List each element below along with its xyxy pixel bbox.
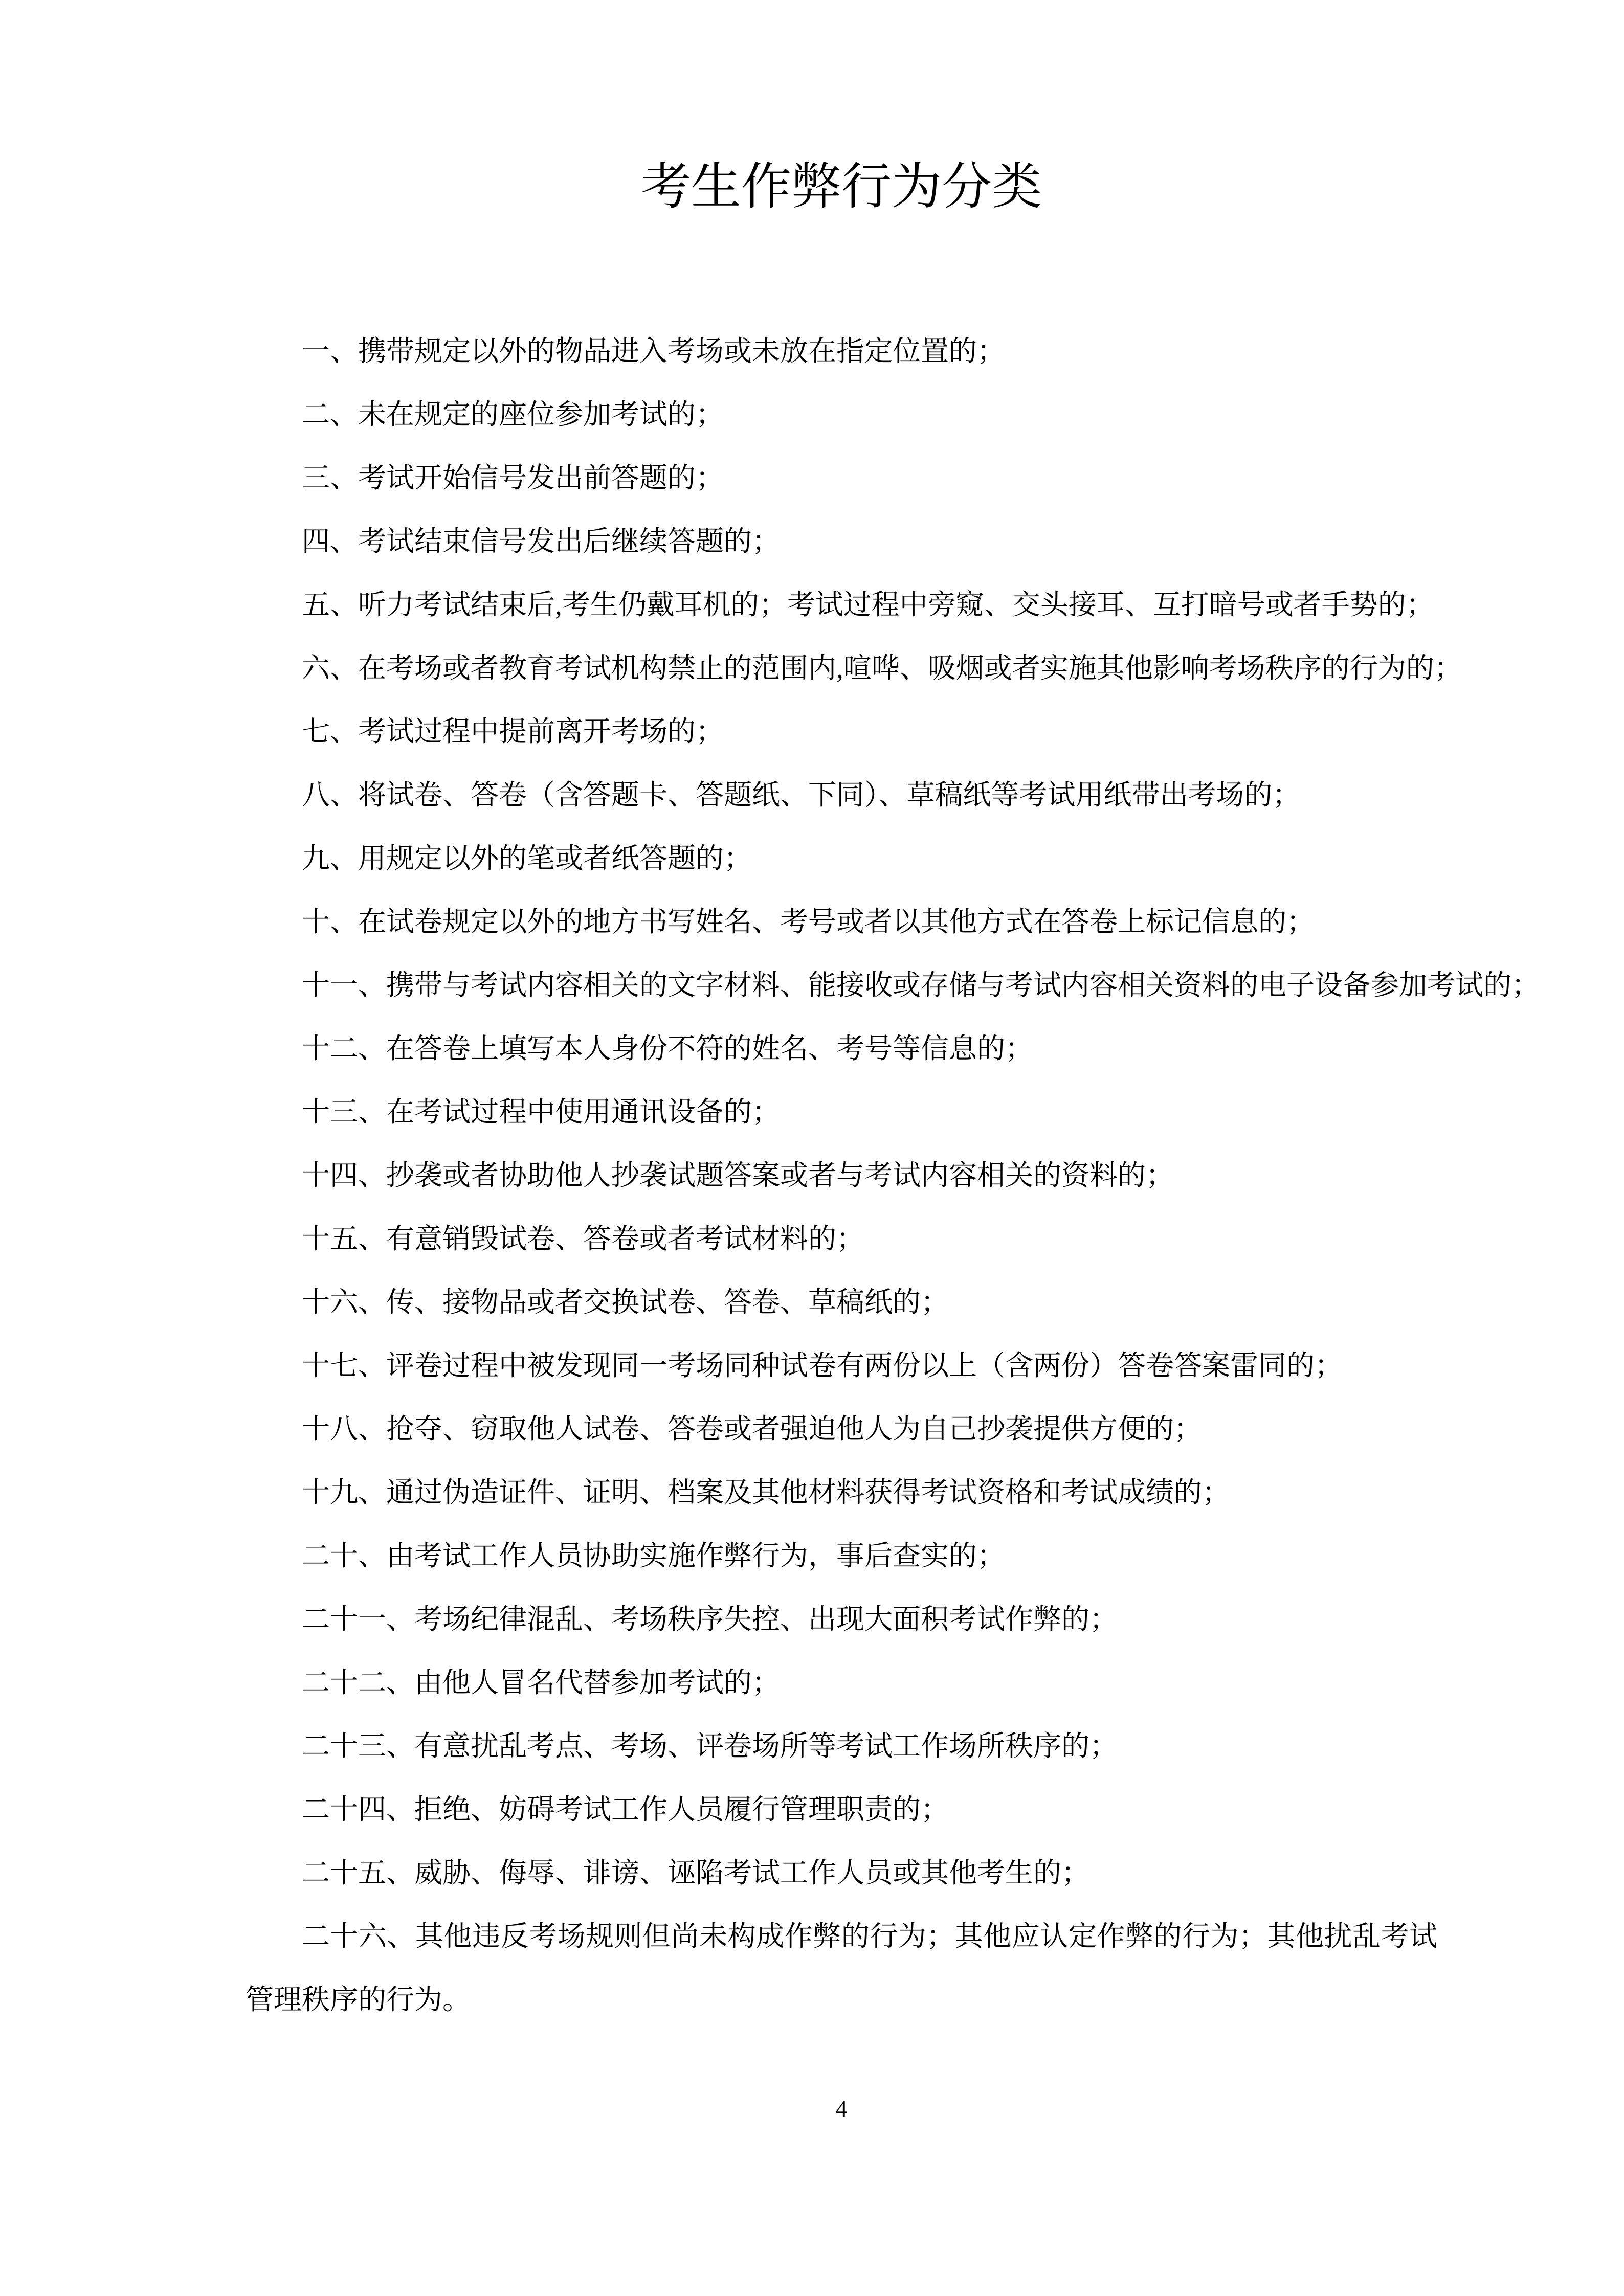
list-item: 二十五、威胁、侮辱、诽谤、诬陷考试工作人员或其他考生的； <box>302 1857 1090 1888</box>
list-item: 二十二、由他人冒名代替参加考试的； <box>302 1667 781 1698</box>
list-item: 二十六、其他违反考场规则但尚未构成作弊的行为；其他应认定作弊的行为；其他扰乱考试管理秩序的行为。 <box>246 1921 1437 2015</box>
list-item: 七、考试过程中提前离开考场的； <box>302 716 724 747</box>
page-footer <box>246 2096 1437 2122</box>
list-item: 十四、抄袭或者协助他人抄袭试题答案或者与考试内容相关的资料的； <box>302 1160 1174 1191</box>
list-item: 三、考试开始信号发出前答题的； <box>302 462 724 493</box>
list-item: 二十三、有意扰乱考点、考场、评卷场所等考试工作场所秩序的； <box>302 1730 1118 1762</box>
list-item: 二十四、拒绝、妨碍考试工作人员履行管理职责的； <box>302 1794 949 1825</box>
list-item: 十二、在答卷上填写本人身份不符的姓名、考号等信息的； <box>302 1033 1034 1064</box>
list-item: 二十一、考场纪律混乱、考场秩序失控、出现大面积考试作弊的； <box>302 1604 1118 1635</box>
list-item: 五、听力考试结束后,考生仍戴耳机的；考试过程中旁窥、交头接耳、互打暗号或者手势的； <box>302 589 1434 620</box>
list-item: 十六、传、接物品或者交换试卷、答卷、草稿纸的； <box>302 1287 949 1318</box>
list-item: 十九、通过伪造证件、证明、档案及其他材料获得考试资格和考试成绩的； <box>302 1477 1231 1508</box>
list-item: 十三、在考试过程中使用通讯设备的； <box>302 1096 781 1128</box>
list-item: 十八、抢夺、窃取他人试卷、答卷或者强迫他人为自己抄袭提供方便的； <box>302 1413 1203 1445</box>
list-item: 二、未在规定的座位参加考试的； <box>302 399 724 430</box>
list-item: 二十、由考试工作人员协助实施作弊行为，事后查实的； <box>302 1540 1006 1571</box>
list-item: 十一、携带与考试内容相关的文字材料、能接收或存储与考试内容相关资料的电子设备参加考试的； <box>302 970 1540 1001</box>
cheating-behavior-list <box>246 320 1540 2032</box>
page-title: 考生作弊行为分类 <box>640 158 1042 214</box>
list-item: 八、将试卷、答卷（含答题卡、答题纸、下同）、草稿纸等考试用纸带出考场的； <box>302 779 1301 811</box>
list-item: 十、在试卷规定以外的地方书写姓名、考号或者以其他方式在答卷上标记信息的； <box>302 906 1315 937</box>
list-item: 一、携带规定以外的物品进入考场或未放在指定位置的； <box>302 335 1006 367</box>
list-item: 六、在考场或者教育考试机构禁止的范围内,喧哗、吸烟或者实施其他影响考场秩序的行为的； <box>302 652 1462 684</box>
list-item: 九、用规定以外的笔或者纸答题的； <box>302 843 752 874</box>
list-item: 十五、有意销毁试卷、答卷或者考试材料的； <box>302 1223 865 1254</box>
page-number: 4 <box>835 2096 848 2122</box>
list-item: 十七、评卷过程中被发现同一考场同种试卷有两份以上（含两份）答卷答案雷同的； <box>302 1350 1343 1381</box>
list-item: 四、考试结束信号发出后继续答题的； <box>302 526 781 557</box>
